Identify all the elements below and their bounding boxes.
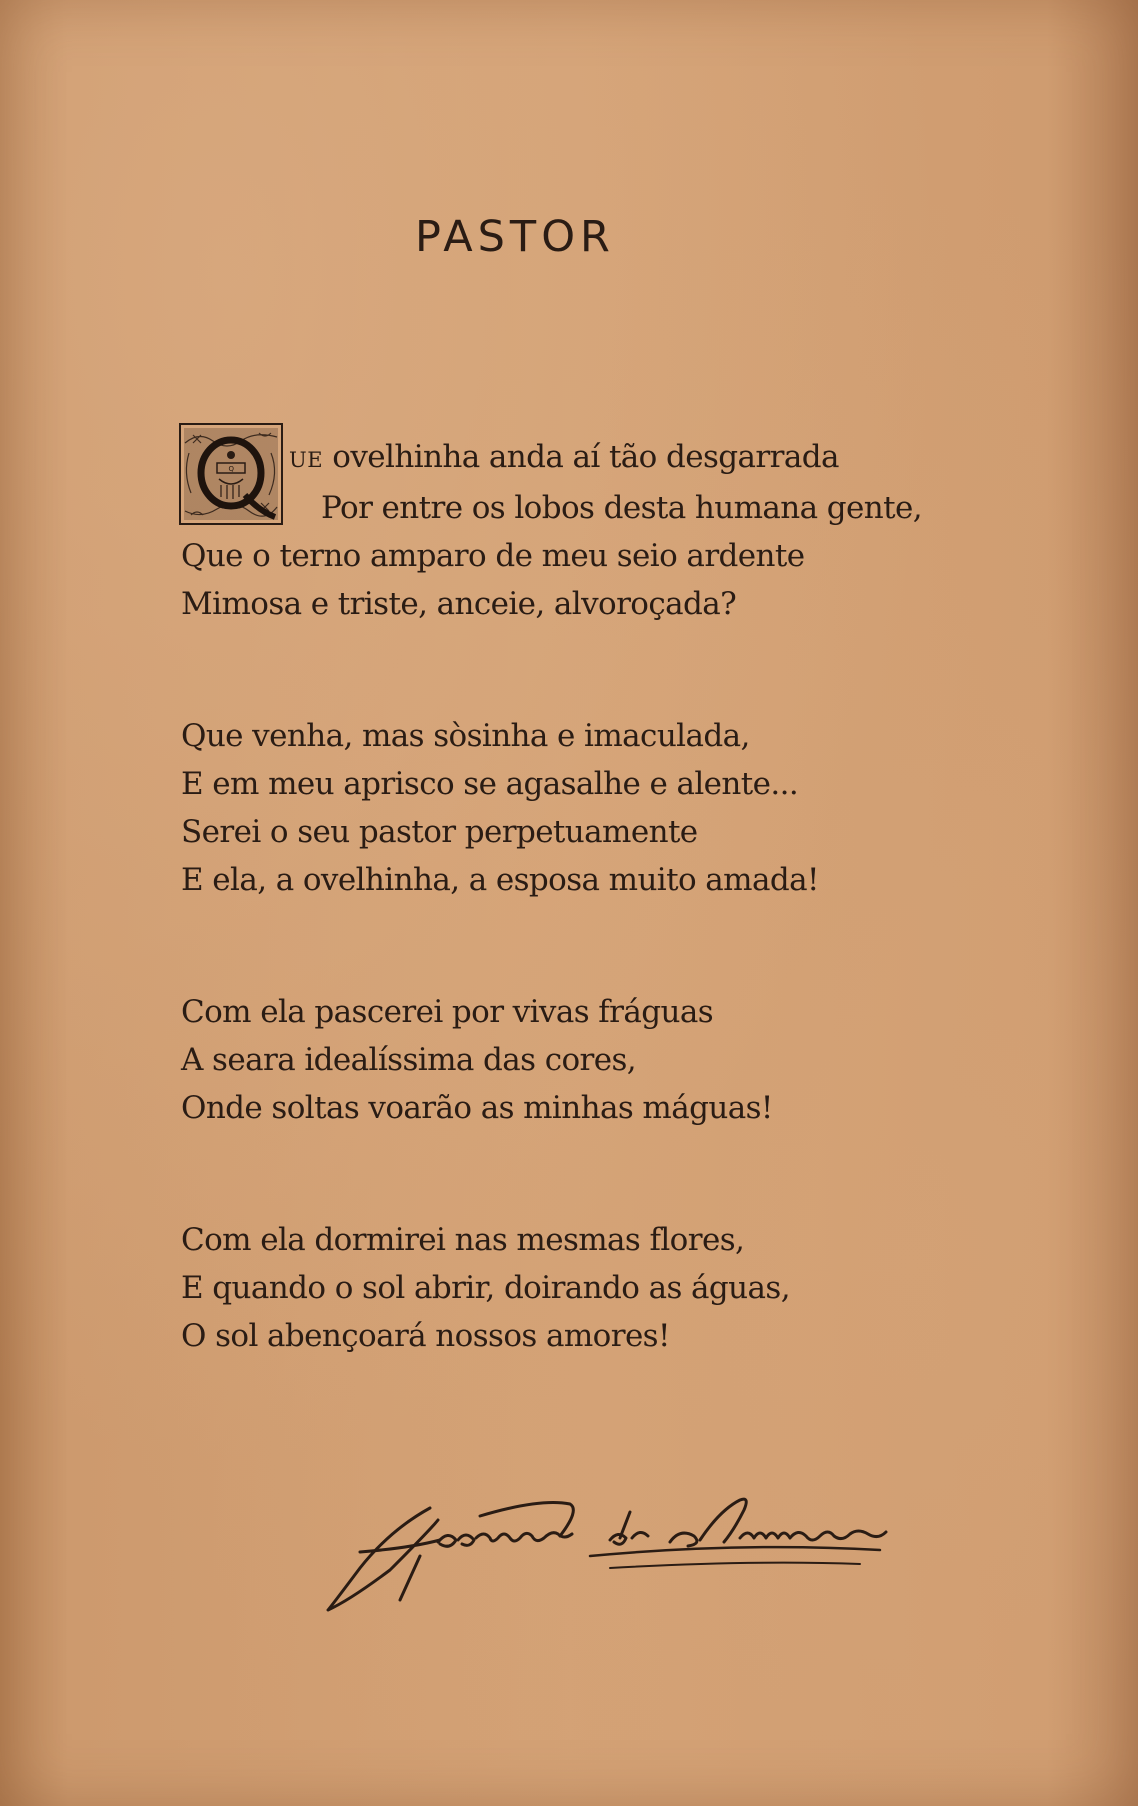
poem-line: O sol abençoará nossos amores! [181, 1318, 670, 1354]
line-text: ovelhinha anda aí tão desgarrada [323, 439, 839, 475]
poem-line: Com ela pascerei por vivas fráguas [181, 994, 714, 1030]
poem-line: Onde soltas voarão as minhas máguas! [181, 1090, 773, 1126]
stanza-1 [181, 433, 941, 628]
poem-line [181, 433, 941, 484]
poem-line: Por entre os lobos desta humana gente, [321, 490, 923, 526]
stanza-3 [181, 988, 941, 1132]
poem-line: Mimosa e triste, anceie, alvoroçada? [181, 586, 737, 622]
poem-line: Que o terno amparo de meu seio ardente [181, 538, 805, 574]
ornamental-dropcap-q [179, 423, 283, 525]
svg-text:Q: Q [228, 465, 234, 473]
poem-line: E quando o sol abrir, doirando as águas, [181, 1270, 790, 1306]
stanza-4 [181, 1216, 941, 1360]
stanza-2 [181, 712, 941, 904]
poem-body [181, 433, 941, 1360]
poem-line: Com ela dormirei nas mesmas flores, [181, 1222, 745, 1258]
poem-line: E em meu aprisco se agasalhe e alente... [181, 766, 799, 802]
line-opening-smallcaps: UE [289, 448, 324, 472]
poem-line: Que venha, mas sòsinha e imaculada, [181, 718, 750, 754]
poem-title: PASTOR [415, 212, 615, 262]
poem-line: E ela, a ovelhinha, a esposa muito amada! [181, 862, 819, 898]
poem-line: A seara idealíssima das cores, [181, 1042, 637, 1078]
poem-line: Serei o seu pastor perpetuamente [181, 814, 698, 850]
author-signature [320, 1490, 960, 1620]
